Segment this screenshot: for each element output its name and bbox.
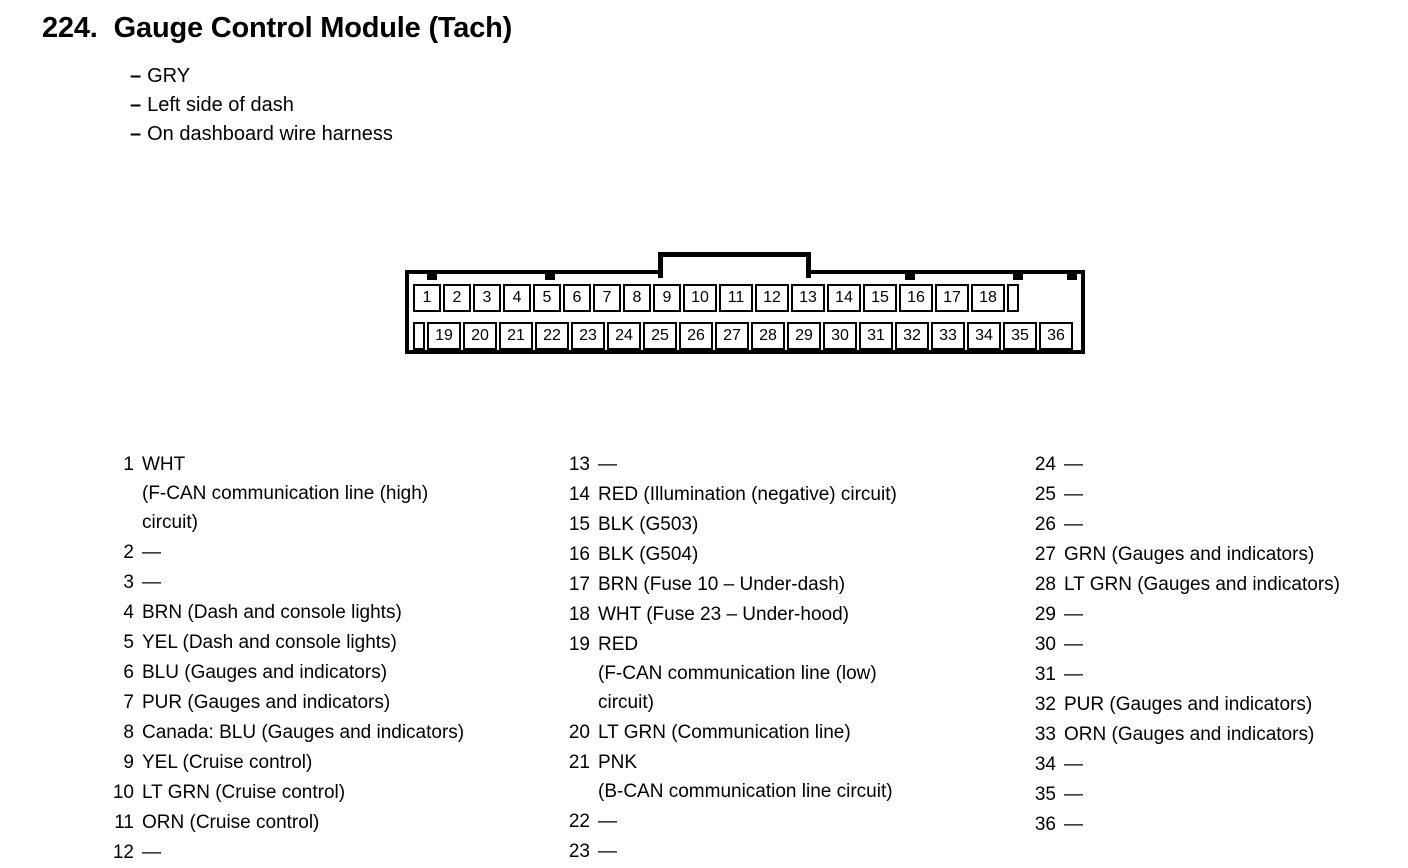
page-title bbox=[42, 12, 512, 45]
pin-number: 10 bbox=[112, 782, 134, 803]
connector-pin-2: 2 bbox=[443, 284, 471, 312]
pin-description: PUR (Gauges and indicators) bbox=[1064, 694, 1313, 715]
connector-pin-12: 12 bbox=[755, 284, 789, 312]
pin-description: LT GRN (Communication line) bbox=[598, 722, 851, 743]
pin-description-continuation: (F-CAN communication line (low) bbox=[598, 663, 877, 684]
connector-pin-14: 14 bbox=[827, 284, 861, 312]
pin-description-continuation: (B-CAN communication line circuit) bbox=[598, 781, 893, 802]
connector-pin-34: 34 bbox=[967, 322, 1001, 350]
pin-legend-entry bbox=[1026, 480, 1406, 509]
pin-number: 36 bbox=[1034, 814, 1056, 835]
connector-pin-28: 28 bbox=[751, 322, 785, 350]
pin-description: — bbox=[142, 572, 161, 593]
pin-number: 20 bbox=[568, 722, 590, 743]
pin-number: 31 bbox=[1034, 664, 1056, 685]
connector-pin-row-top bbox=[413, 284, 1021, 312]
pin-number: 21 bbox=[568, 752, 590, 773]
pin-number: 2 bbox=[123, 542, 134, 563]
pin-legend-entry bbox=[104, 748, 544, 777]
pin-legend-entry bbox=[560, 540, 1020, 569]
pin-description: BLU (Gauges and indicators) bbox=[142, 662, 388, 683]
pin-number: 29 bbox=[1034, 604, 1056, 625]
pin-legend-entry bbox=[1026, 660, 1406, 689]
pin-number: 27 bbox=[1034, 544, 1056, 565]
pin-number: 22 bbox=[568, 811, 590, 832]
pin-description: BLK (G504) bbox=[598, 544, 699, 565]
pin-legend-entry bbox=[560, 450, 1020, 479]
connector-tab bbox=[1067, 270, 1077, 280]
connector-pin-5: 5 bbox=[533, 284, 561, 312]
pin-legend-entry bbox=[560, 600, 1020, 629]
pin-number: 6 bbox=[123, 662, 134, 683]
connector-pin-32: 32 bbox=[895, 322, 929, 350]
connector-pin-21: 21 bbox=[499, 322, 533, 350]
pin-description: — bbox=[1064, 784, 1083, 805]
pin-legend-entry bbox=[560, 748, 1020, 806]
pin-number: 18 bbox=[568, 604, 590, 625]
pin-legend-entry bbox=[104, 568, 544, 597]
pin-number: 5 bbox=[123, 632, 134, 653]
connector-pin-11: 11 bbox=[719, 284, 753, 312]
connector-pin-3: 3 bbox=[473, 284, 501, 312]
pin-description-continuation: circuit) bbox=[598, 692, 654, 713]
pin-number: 30 bbox=[1034, 634, 1056, 655]
pin-description: — bbox=[1064, 664, 1083, 685]
pin-legend-entry bbox=[1026, 540, 1406, 569]
pin-number: 12 bbox=[112, 842, 134, 863]
pin-description: LT GRN (Gauges and indicators) bbox=[1064, 574, 1340, 595]
pin-description: BRN (Dash and console lights) bbox=[142, 602, 402, 623]
connector-pin-24: 24 bbox=[607, 322, 641, 350]
pin-description: Canada: BLU (Gauges and indicators) bbox=[142, 722, 465, 743]
pin-description: YEL (Cruise control) bbox=[142, 752, 313, 773]
attribute-text: GRY bbox=[147, 65, 191, 87]
pin-description: — bbox=[1064, 634, 1083, 655]
attribute-text: On dashboard wire harness bbox=[147, 123, 393, 145]
connector-attributes bbox=[130, 62, 393, 149]
bullet-dash-icon: – bbox=[130, 123, 142, 145]
pin-legend-entry bbox=[104, 658, 544, 687]
connector-pin-9: 9 bbox=[653, 284, 681, 312]
connector-pin-13: 13 bbox=[791, 284, 825, 312]
connector-latch bbox=[658, 252, 811, 278]
pin-description: — bbox=[142, 542, 161, 563]
connector-tab bbox=[1013, 270, 1023, 280]
connector-pin-4: 4 bbox=[503, 284, 531, 312]
pin-legend-entry bbox=[560, 630, 1020, 717]
pin-legend-column-2 bbox=[560, 450, 1020, 867]
pin-number: 25 bbox=[1034, 484, 1056, 505]
pin-legend-entry bbox=[104, 450, 544, 537]
pin-legend-entry bbox=[1026, 720, 1406, 749]
connector-diagram bbox=[405, 252, 1089, 362]
pin-description-continuation: (F-CAN communication line (high) bbox=[142, 483, 429, 504]
connector-tab bbox=[905, 270, 915, 280]
pin-number: 33 bbox=[1034, 724, 1056, 745]
pin-legend-entry bbox=[1026, 450, 1406, 479]
connector-pin-16: 16 bbox=[899, 284, 933, 312]
connector-pin-33: 33 bbox=[931, 322, 965, 350]
pin-description: GRN (Gauges and indicators) bbox=[1064, 544, 1315, 565]
list-item bbox=[130, 91, 393, 120]
pin-legend-entry bbox=[1026, 780, 1406, 809]
pin-number: 26 bbox=[1034, 514, 1056, 535]
pin-description: — bbox=[598, 454, 617, 475]
pin-description: — bbox=[1064, 814, 1083, 835]
connector-blank-cavity bbox=[413, 322, 425, 350]
pin-legend-entry bbox=[104, 688, 544, 717]
pin-legend-entry bbox=[560, 837, 1020, 866]
pin-number: 16 bbox=[568, 544, 590, 565]
pin-legend-entry bbox=[104, 778, 544, 807]
pin-legend-entry bbox=[560, 718, 1020, 747]
section-number: 224. bbox=[42, 12, 98, 44]
pin-description: ORN (Gauges and indicators) bbox=[1064, 724, 1315, 745]
pin-legend-entry bbox=[1026, 600, 1406, 629]
pin-description: — bbox=[1064, 754, 1083, 775]
bullet-dash-icon: – bbox=[130, 65, 142, 87]
pin-legend-entry bbox=[560, 510, 1020, 539]
pin-description: — bbox=[1064, 604, 1083, 625]
pin-number: 9 bbox=[123, 752, 134, 773]
pin-number: 1 bbox=[123, 454, 134, 475]
connector-pin-17: 17 bbox=[935, 284, 969, 312]
pin-legend-entry bbox=[560, 570, 1020, 599]
pin-number: 3 bbox=[123, 572, 134, 593]
pin-description: ORN (Cruise control) bbox=[142, 812, 320, 833]
pin-number: 17 bbox=[568, 574, 590, 595]
pin-legend-entry bbox=[1026, 630, 1406, 659]
pin-legend-entry bbox=[1026, 570, 1406, 599]
pin-description: WHT (Fuse 23 – Under-hood) bbox=[598, 604, 849, 625]
pin-description: — bbox=[1064, 454, 1083, 475]
connector-pin-10: 10 bbox=[683, 284, 717, 312]
connector-pin-30: 30 bbox=[823, 322, 857, 350]
list-item bbox=[130, 120, 393, 149]
pin-number: 28 bbox=[1034, 574, 1056, 595]
connector-pin-25: 25 bbox=[643, 322, 677, 350]
pin-legend-entry bbox=[560, 807, 1020, 836]
connector-pin-6: 6 bbox=[563, 284, 591, 312]
pin-number: 24 bbox=[1034, 454, 1056, 475]
connector-pin-15: 15 bbox=[863, 284, 897, 312]
pin-number: 32 bbox=[1034, 694, 1056, 715]
pin-legend-entry bbox=[1026, 510, 1406, 539]
pin-description: BRN (Fuse 10 – Under-dash) bbox=[598, 574, 846, 595]
section-title: Gauge Control Module (Tach) bbox=[113, 12, 513, 44]
pin-number: 23 bbox=[568, 841, 590, 862]
connector-blank-cavity bbox=[1007, 284, 1019, 312]
list-item bbox=[130, 62, 393, 91]
pin-number: 4 bbox=[123, 602, 134, 623]
connector-pin-22: 22 bbox=[535, 322, 569, 350]
connector-tab bbox=[427, 270, 437, 280]
pin-number: 19 bbox=[568, 634, 590, 655]
attribute-text: Left side of dash bbox=[147, 94, 294, 116]
connector-pin-1: 1 bbox=[413, 284, 441, 312]
connector-pin-29: 29 bbox=[787, 322, 821, 350]
pin-description: BLK (G503) bbox=[598, 514, 699, 535]
connector-pin-27: 27 bbox=[715, 322, 749, 350]
connector-tab bbox=[545, 270, 555, 280]
pin-legend-entry bbox=[104, 598, 544, 627]
pin-description: — bbox=[598, 811, 617, 832]
pin-legend-entry bbox=[1026, 750, 1406, 779]
connector-pin-31: 31 bbox=[859, 322, 893, 350]
pin-number: 11 bbox=[114, 812, 134, 833]
pin-number: 14 bbox=[568, 484, 590, 505]
pin-legend-entry bbox=[560, 480, 1020, 509]
connector-pin-7: 7 bbox=[593, 284, 621, 312]
pin-legend-entry bbox=[104, 718, 544, 747]
pin-description: — bbox=[142, 842, 161, 863]
connector-pin-26: 26 bbox=[679, 322, 713, 350]
connector-pin-19: 19 bbox=[427, 322, 461, 350]
pin-description: — bbox=[1064, 514, 1083, 535]
connector-pin-20: 20 bbox=[463, 322, 497, 350]
pin-number: 34 bbox=[1034, 754, 1056, 775]
connector-pin-8: 8 bbox=[623, 284, 651, 312]
pin-description-continuation: circuit) bbox=[142, 512, 198, 533]
pin-description: WHT (F-CAN communication line (high) circuit) bbox=[142, 450, 544, 537]
pin-description: — bbox=[598, 841, 617, 862]
bullet-dash-icon: – bbox=[130, 94, 142, 116]
pin-legend-entry bbox=[1026, 690, 1406, 719]
pin-number: 35 bbox=[1034, 784, 1056, 805]
pin-description: YEL (Dash and console lights) bbox=[142, 632, 397, 653]
pin-number: 7 bbox=[123, 692, 134, 713]
pin-number: 8 bbox=[123, 722, 134, 743]
pin-description: RED (F-CAN communication line (low) circuit) bbox=[598, 630, 1020, 717]
pin-legend-entry bbox=[104, 538, 544, 567]
pin-legend-entry bbox=[104, 838, 544, 867]
connector-pin-36: 36 bbox=[1039, 322, 1073, 350]
pin-description: RED (Illumination (negative) circuit) bbox=[598, 484, 897, 505]
pin-description: PNK (B-CAN communication line circuit) bbox=[598, 748, 1020, 806]
connector-pin-23: 23 bbox=[571, 322, 605, 350]
connector-pin-18: 18 bbox=[971, 284, 1005, 312]
pin-description: PUR (Gauges and indicators) bbox=[142, 692, 391, 713]
pin-number: 15 bbox=[568, 514, 590, 535]
pin-legend-entry bbox=[104, 628, 544, 657]
pin-number: 13 bbox=[568, 454, 590, 475]
pin-legend-entry bbox=[104, 808, 544, 837]
pin-legend-entry bbox=[1026, 810, 1406, 839]
connector-pin-35: 35 bbox=[1003, 322, 1037, 350]
connector-pin-row-bottom bbox=[413, 322, 1075, 350]
pin-description: LT GRN (Cruise control) bbox=[142, 782, 346, 803]
pin-legend-column-3 bbox=[1026, 450, 1406, 840]
pin-description: — bbox=[1064, 484, 1083, 505]
pin-legend-column-1 bbox=[104, 450, 544, 868]
